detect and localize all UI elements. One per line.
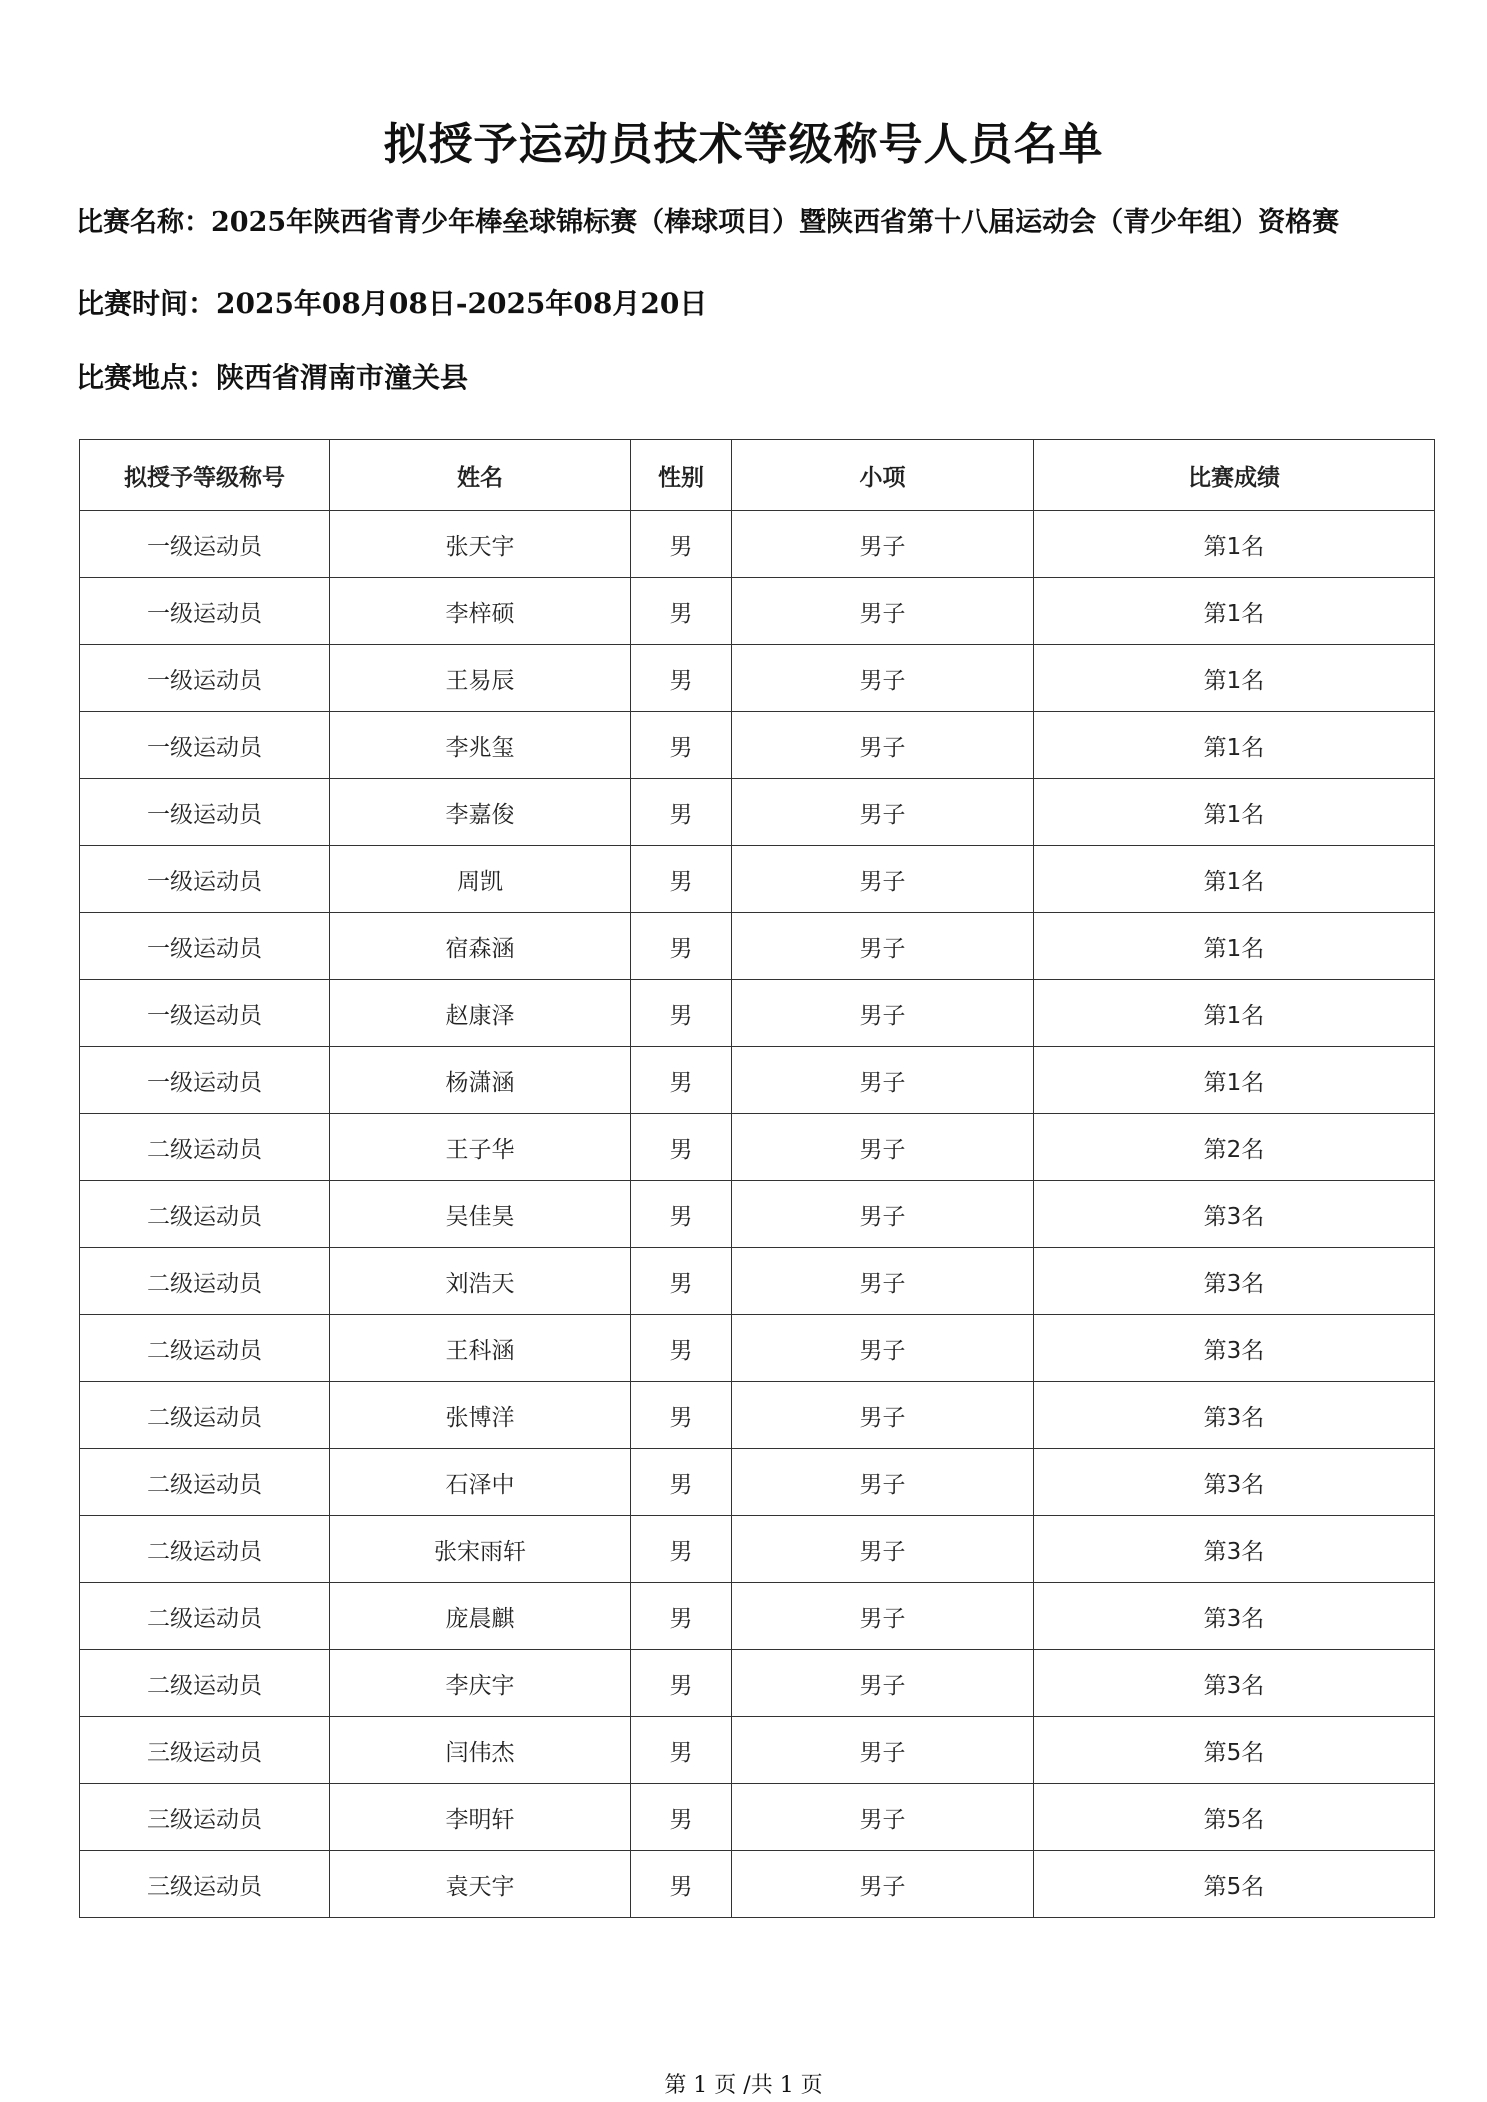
cell-level: 二级运动员 [80, 1114, 330, 1181]
cell-level: 二级运动员 [80, 1315, 330, 1382]
cell-result: 第5名 [1034, 1784, 1435, 1851]
cell-name: 石泽中 [330, 1449, 631, 1516]
table-row [80, 1248, 1435, 1315]
cell-level: 一级运动员 [80, 578, 330, 645]
cell-event: 男子 [732, 779, 1034, 846]
cell-name: 张天宇 [330, 511, 631, 578]
table-row [80, 980, 1435, 1047]
cell-event: 男子 [732, 645, 1034, 712]
cell-level: 一级运动员 [80, 645, 330, 712]
table-row [80, 1181, 1435, 1248]
cell-gender: 男 [631, 846, 732, 913]
cell-result: 第5名 [1034, 1851, 1435, 1918]
cell-gender: 男 [631, 1516, 732, 1583]
cell-name: 李嘉俊 [330, 779, 631, 846]
cell-event: 男子 [732, 712, 1034, 779]
competition-place: 比赛地点：陕西省渭南市潼关县 [76, 361, 469, 394]
table-row [80, 1650, 1435, 1717]
cell-gender: 男 [631, 1449, 732, 1516]
competition-name: 比赛名称：2025年陕西省青少年棒垒球锦标赛（棒球项目）暨陕西省第十八届运动会（青少年组）资格赛 [76, 207, 1340, 238]
cell-gender: 男 [631, 1114, 732, 1181]
table-row [80, 578, 1435, 645]
table-body [80, 511, 1435, 1918]
cell-name: 杨潇涵 [330, 1047, 631, 1114]
cell-level: 二级运动员 [80, 1248, 330, 1315]
cell-event: 男子 [732, 1114, 1034, 1181]
table-row [80, 913, 1435, 980]
cell-name: 闫伟杰 [330, 1717, 631, 1784]
cell-result: 第1名 [1034, 645, 1435, 712]
table-row [80, 1114, 1435, 1181]
table-header-row [80, 440, 1435, 511]
cell-name: 赵康泽 [330, 980, 631, 1047]
table-row [80, 1516, 1435, 1583]
cell-level: 一级运动员 [80, 1047, 330, 1114]
header-result: 比赛成绩 [1034, 440, 1435, 511]
cell-event: 男子 [732, 913, 1034, 980]
cell-gender: 男 [631, 1583, 732, 1650]
cell-result: 第3名 [1034, 1181, 1435, 1248]
cell-result: 第3名 [1034, 1382, 1435, 1449]
cell-level: 二级运动员 [80, 1583, 330, 1650]
cell-name: 王易辰 [330, 645, 631, 712]
cell-event: 男子 [732, 511, 1034, 578]
cell-event: 男子 [732, 1650, 1034, 1717]
table-row [80, 511, 1435, 578]
cell-event: 男子 [732, 1382, 1034, 1449]
cell-event: 男子 [732, 1047, 1034, 1114]
cell-gender: 男 [631, 913, 732, 980]
cell-event: 男子 [732, 578, 1034, 645]
cell-level: 一级运动员 [80, 779, 330, 846]
cell-level: 二级运动员 [80, 1181, 330, 1248]
cell-result: 第3名 [1034, 1650, 1435, 1717]
cell-event: 男子 [732, 1784, 1034, 1851]
cell-gender: 男 [631, 1248, 732, 1315]
cell-level: 一级运动员 [80, 712, 330, 779]
cell-gender: 男 [631, 980, 732, 1047]
competition-time: 比赛时间：2025年08月08日-2025年08月20日 [76, 287, 708, 320]
cell-level: 二级运动员 [80, 1650, 330, 1717]
cell-gender: 男 [631, 511, 732, 578]
cell-event: 男子 [732, 1851, 1034, 1918]
table-row [80, 846, 1435, 913]
cell-result: 第1名 [1034, 913, 1435, 980]
cell-result: 第1名 [1034, 712, 1435, 779]
cell-level: 一级运动员 [80, 511, 330, 578]
cell-gender: 男 [631, 1181, 732, 1248]
cell-result: 第1名 [1034, 1047, 1435, 1114]
cell-gender: 男 [631, 779, 732, 846]
cell-event: 男子 [732, 1315, 1034, 1382]
page-number: 第 1 页 /共 1 页 [664, 2073, 823, 2098]
table-row [80, 645, 1435, 712]
cell-name: 宿森涵 [330, 913, 631, 980]
cell-name: 李梓硕 [330, 578, 631, 645]
athlete-roster-table [79, 439, 1435, 1918]
cell-level: 二级运动员 [80, 1449, 330, 1516]
cell-gender: 男 [631, 1851, 732, 1918]
cell-event: 男子 [732, 1583, 1034, 1650]
cell-name: 李兆玺 [330, 712, 631, 779]
table-row [80, 1382, 1435, 1449]
cell-name: 李明轩 [330, 1784, 631, 1851]
cell-gender: 男 [631, 645, 732, 712]
cell-gender: 男 [631, 578, 732, 645]
cell-event: 男子 [732, 1449, 1034, 1516]
document-title: 拟授予运动员技术等级称号人员名单 [383, 119, 1104, 170]
table-row [80, 1047, 1435, 1114]
cell-result: 第3名 [1034, 1516, 1435, 1583]
cell-name: 吴佳昊 [330, 1181, 631, 1248]
cell-gender: 男 [631, 712, 732, 779]
cell-level: 一级运动员 [80, 846, 330, 913]
table-row [80, 1851, 1435, 1918]
cell-gender: 男 [631, 1315, 732, 1382]
header-event: 小项 [732, 440, 1034, 511]
cell-result: 第1名 [1034, 980, 1435, 1047]
cell-event: 男子 [732, 846, 1034, 913]
cell-name: 庞晨麒 [330, 1583, 631, 1650]
cell-result: 第3名 [1034, 1248, 1435, 1315]
header-gender: 性别 [631, 440, 732, 511]
cell-event: 男子 [732, 1181, 1034, 1248]
cell-name: 张宋雨轩 [330, 1516, 631, 1583]
cell-result: 第1名 [1034, 511, 1435, 578]
cell-result: 第1名 [1034, 578, 1435, 645]
cell-gender: 男 [631, 1784, 732, 1851]
cell-event: 男子 [732, 1516, 1034, 1583]
cell-level: 三级运动员 [80, 1784, 330, 1851]
cell-level: 三级运动员 [80, 1717, 330, 1784]
cell-result: 第3名 [1034, 1449, 1435, 1516]
cell-result: 第3名 [1034, 1583, 1435, 1650]
cell-result: 第1名 [1034, 846, 1435, 913]
cell-result: 第3名 [1034, 1315, 1435, 1382]
cell-name: 周凯 [330, 846, 631, 913]
cell-level: 二级运动员 [80, 1516, 330, 1583]
table-row [80, 1315, 1435, 1382]
table-row [80, 1449, 1435, 1516]
cell-name: 刘浩天 [330, 1248, 631, 1315]
cell-result: 第1名 [1034, 779, 1435, 846]
header-level: 拟授予等级称号 [80, 440, 330, 511]
table-row [80, 712, 1435, 779]
cell-event: 男子 [732, 1717, 1034, 1784]
cell-gender: 男 [631, 1047, 732, 1114]
cell-name: 袁天宇 [330, 1851, 631, 1918]
cell-name: 王科涵 [330, 1315, 631, 1382]
cell-level: 二级运动员 [80, 1382, 330, 1449]
cell-gender: 男 [631, 1650, 732, 1717]
cell-level: 一级运动员 [80, 913, 330, 980]
cell-event: 男子 [732, 980, 1034, 1047]
cell-level: 三级运动员 [80, 1851, 330, 1918]
cell-gender: 男 [631, 1382, 732, 1449]
cell-gender: 男 [631, 1717, 732, 1784]
cell-result: 第2名 [1034, 1114, 1435, 1181]
table-row [80, 1583, 1435, 1650]
cell-level: 一级运动员 [80, 980, 330, 1047]
cell-name: 张博洋 [330, 1382, 631, 1449]
cell-event: 男子 [732, 1248, 1034, 1315]
table-row [80, 1717, 1435, 1784]
header-name: 姓名 [330, 440, 631, 511]
table-row [80, 1784, 1435, 1851]
table-row [80, 779, 1435, 846]
cell-name: 李庆宇 [330, 1650, 631, 1717]
cell-result: 第5名 [1034, 1717, 1435, 1784]
cell-name: 王子华 [330, 1114, 631, 1181]
